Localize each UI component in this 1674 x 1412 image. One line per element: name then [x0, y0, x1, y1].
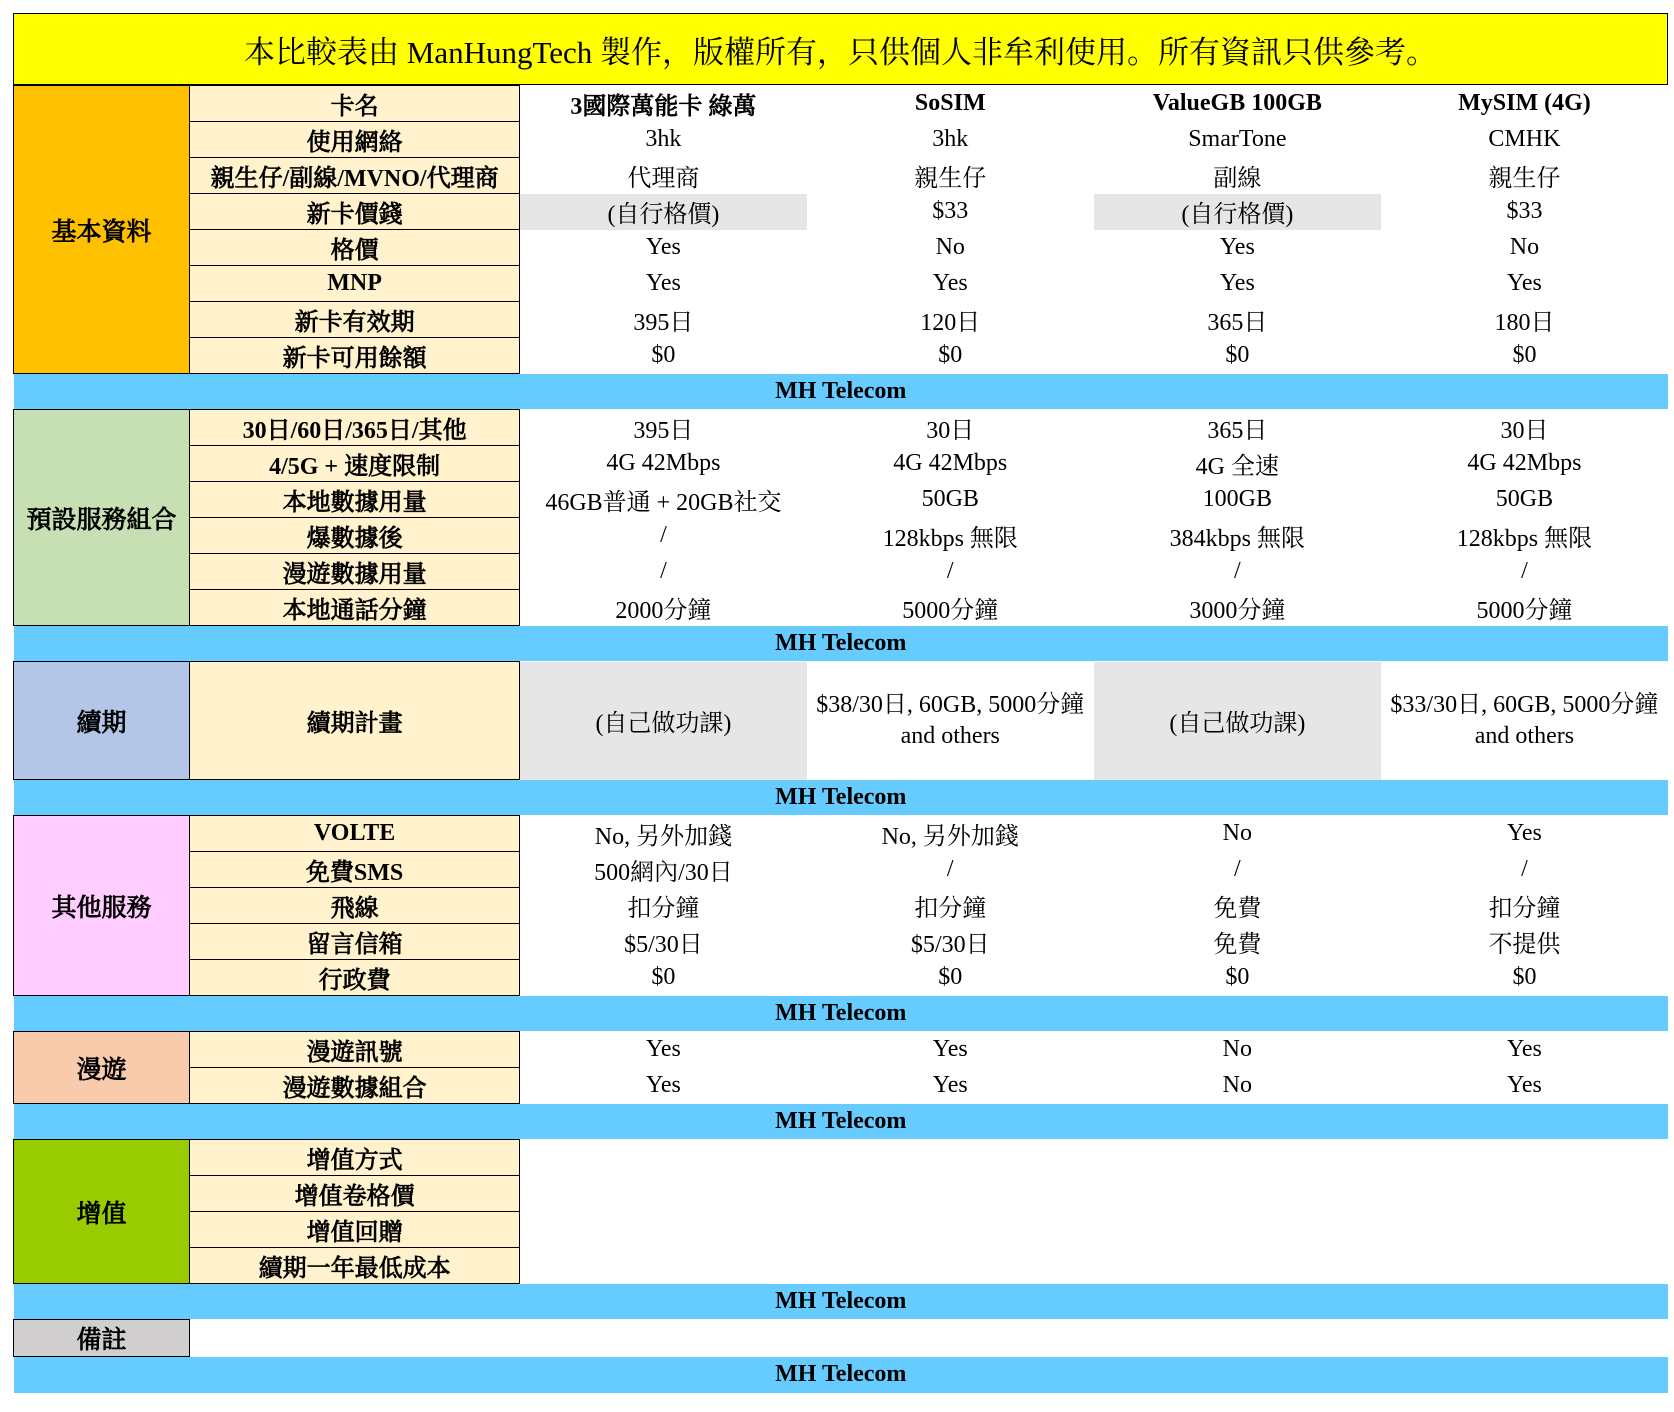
- separator-row: [14, 1284, 1669, 1320]
- value-cell: Yes: [1506, 1072, 1542, 1098]
- value-cell: $5/30日: [624, 932, 703, 958]
- value-cell: 384kbps 無限: [1169, 526, 1305, 552]
- value-cell: 扣分鐘: [914, 896, 987, 922]
- row-mnp: [14, 266, 1669, 302]
- value-cell: Yes: [932, 270, 968, 296]
- separator-label: MH Telecom: [14, 626, 1669, 662]
- row-carrier-type: [14, 158, 1669, 194]
- value-cell: 4G 42Mbps: [1467, 450, 1582, 476]
- value-cell: No: [1222, 1036, 1252, 1062]
- value-cell: $33: [1506, 198, 1543, 224]
- row-label: 漫遊數據組合: [190, 1068, 520, 1104]
- value-cell: [1094, 1248, 1381, 1284]
- row-topup-rebate: [14, 1212, 1669, 1248]
- category-basic: 基本資料: [14, 86, 190, 374]
- row-label: 新卡可用餘額: [190, 338, 520, 374]
- row-label: 飛線: [190, 888, 520, 924]
- value-cell: No, 另外加錢: [881, 824, 1019, 850]
- value-cell: (自己做功課): [520, 662, 807, 780]
- row-label: 新卡有效期: [190, 302, 520, 338]
- row-price-compare: [14, 230, 1669, 266]
- value-cell: 5000分鐘: [1476, 598, 1573, 624]
- value-cell: $0: [651, 342, 676, 368]
- value-cell: 3hk: [932, 126, 969, 152]
- value-cell: $0: [1225, 342, 1250, 368]
- separator-label: MH Telecom: [14, 374, 1669, 410]
- value-cell: [520, 1176, 807, 1212]
- value-cell: /: [1521, 558, 1528, 584]
- value-cell: [807, 1212, 1094, 1248]
- value-cell: Yes: [645, 1072, 681, 1098]
- value-cell: Yes: [1219, 270, 1255, 296]
- value-cell: $5/30日: [910, 932, 990, 958]
- value-cell: 50GB: [921, 486, 979, 512]
- value-cell: 3hk: [645, 126, 682, 152]
- row-topup-method: [14, 1140, 1669, 1176]
- value-cell: /: [660, 558, 667, 584]
- row-after-cap: [14, 518, 1669, 554]
- card-name-cell: SoSIM: [914, 90, 986, 116]
- separator-row: [14, 374, 1669, 410]
- value-cell: 免費: [1213, 932, 1262, 958]
- value-cell: 不提供: [1488, 932, 1561, 958]
- row-label: 漫遊訊號: [190, 1032, 520, 1068]
- sheet-title: 本比較表由 ManHungTech 製作，版權所有，只供個人非牟利使用。所有資訊只供參考。: [13, 13, 1668, 85]
- row-voicemail: [14, 924, 1669, 960]
- row-label: 續期一年最低成本: [190, 1248, 520, 1284]
- row-notes: [14, 1320, 1669, 1357]
- value-cell: [1381, 1212, 1668, 1248]
- value-cell: $33: [932, 198, 969, 224]
- row-label: 格價: [190, 230, 520, 266]
- value-cell: 4G 42Mbps: [893, 450, 1008, 476]
- category-renew: 續期: [14, 662, 190, 780]
- value-cell: 395日: [633, 310, 694, 336]
- separator-label: MH Telecom: [14, 1357, 1669, 1393]
- row-roaming-signal: [14, 1032, 1669, 1068]
- row-validity: [14, 302, 1669, 338]
- value-cell: /: [946, 558, 954, 584]
- row-label: 漫遊數據用量: [190, 554, 520, 590]
- row-balance: [14, 338, 1669, 374]
- value-cell: $0: [938, 342, 963, 368]
- row-label: 親生仔/副線/MVNO/代理商: [190, 158, 520, 194]
- value-cell: Yes: [645, 1036, 681, 1062]
- separator-label: MH Telecom: [14, 780, 1669, 816]
- value-cell: 2000分鐘: [615, 598, 712, 624]
- row-call-forward: [14, 888, 1669, 924]
- row-roaming-pack: [14, 1068, 1669, 1104]
- row-label: 4/5G + 速度限制: [190, 446, 520, 482]
- row-voucher-price: [14, 1176, 1669, 1212]
- category-topup: 增值: [14, 1140, 190, 1284]
- separator-row: [14, 780, 1669, 816]
- value-cell: $38/30日, 60GB, 5000分鐘 and others: [816, 691, 1085, 749]
- value-cell: 代理商: [627, 166, 700, 192]
- value-cell: $33/30日, 60GB, 5000分鐘 and others: [1390, 691, 1659, 749]
- value-cell: /: [1521, 856, 1528, 882]
- value-cell: 4G 全速: [1195, 454, 1279, 480]
- value-cell: 副線: [1213, 166, 1262, 192]
- row-label: 卡名: [190, 86, 520, 122]
- value-cell: 500網內/30日: [594, 860, 733, 886]
- value-cell: [1381, 1140, 1668, 1176]
- value-cell: No: [1222, 820, 1252, 846]
- value-cell: 50GB: [1495, 486, 1554, 512]
- value-cell: 46GB普通 + 20GB社交: [545, 490, 782, 516]
- row-new-card-price: [14, 194, 1669, 230]
- value-cell: /: [1234, 558, 1241, 584]
- separator-label: MH Telecom: [14, 1284, 1669, 1320]
- value-cell: 180日: [1494, 310, 1555, 336]
- separator-row: [14, 1357, 1669, 1393]
- card-name-cell: ValueGB 100GB: [1152, 90, 1322, 116]
- value-cell: /: [1234, 856, 1241, 882]
- value-cell: 128kbps 無限: [882, 526, 1018, 552]
- value-cell: 395日: [633, 418, 694, 444]
- separator-label: MH Telecom: [14, 1104, 1669, 1140]
- row-volte: [14, 816, 1669, 852]
- value-cell: No: [1509, 234, 1540, 260]
- value-cell: No: [1222, 1072, 1252, 1098]
- value-cell: [1094, 1140, 1381, 1176]
- row-label: 增值方式: [190, 1140, 520, 1176]
- row-label: 30日/60日/365日/其他: [190, 410, 520, 446]
- comparison-table: [13, 85, 1668, 1393]
- value-cell: Yes: [932, 1072, 968, 1098]
- value-cell: 扣分鐘: [1488, 896, 1561, 922]
- value-cell: 365日: [1207, 310, 1268, 336]
- value-cell: Yes: [645, 270, 681, 296]
- value-cell: No, 另外加錢: [594, 824, 733, 850]
- row-admin-fee: [14, 960, 1669, 996]
- value-cell: Yes: [1219, 234, 1255, 260]
- value-cell: 30日: [1500, 418, 1549, 444]
- value-cell: 4G 42Mbps: [606, 450, 721, 476]
- row-label: 續期計畫: [190, 662, 520, 780]
- value-cell: No: [935, 234, 965, 260]
- value-cell: 免費: [1213, 896, 1262, 922]
- category-roam: 漫遊: [14, 1032, 190, 1104]
- row-label: 免費SMS: [190, 852, 520, 888]
- value-cell: /: [660, 522, 667, 548]
- card-name-cell: MySIM (4G): [1458, 90, 1591, 116]
- row-label: 增值卷格價: [190, 1176, 520, 1212]
- value-cell: Yes: [1506, 820, 1542, 846]
- row-card-name: [14, 86, 1669, 122]
- row-label: 爆數據後: [190, 518, 520, 554]
- value-cell: $0: [651, 964, 676, 990]
- row-network: [14, 122, 1669, 158]
- row-label: 留言信箱: [190, 924, 520, 960]
- value-cell: (自己做功課): [1094, 662, 1381, 780]
- value-cell: 100GB: [1202, 486, 1272, 512]
- value-cell: 365日: [1207, 418, 1268, 444]
- comparison-sheet: [13, 13, 1668, 1393]
- row-plan-period: [14, 410, 1669, 446]
- value-cell: 3000分鐘: [1189, 598, 1286, 624]
- row-speed: [14, 446, 1669, 482]
- row-label: VOLTE: [190, 816, 520, 852]
- row-label: 使用網絡: [190, 122, 520, 158]
- value-cell: Yes: [1506, 270, 1542, 296]
- value-cell: (自行格價): [520, 194, 807, 230]
- value-cell: [1094, 1176, 1381, 1212]
- value-cell: /: [946, 856, 954, 882]
- value-cell: 120日: [920, 310, 981, 336]
- category-plan: 預設服務組合: [14, 410, 190, 626]
- value-cell: [807, 1176, 1094, 1212]
- separator-row: [14, 996, 1669, 1032]
- value-cell: 親生仔: [1488, 166, 1561, 192]
- row-yearly-cost: [14, 1248, 1669, 1284]
- value-cell: Yes: [932, 1036, 968, 1062]
- value-cell: $0: [938, 964, 963, 990]
- card-name-cell: 3國際萬能卡 綠萬: [570, 94, 757, 120]
- value-cell: $0: [1512, 964, 1537, 990]
- separator-row: [14, 626, 1669, 662]
- separator-row: [14, 1104, 1669, 1140]
- value-cell: SmarTone: [1188, 126, 1287, 152]
- value-cell: [807, 1248, 1094, 1284]
- value-cell: 128kbps 無限: [1456, 526, 1593, 552]
- value-cell: [1094, 1212, 1381, 1248]
- row-label: 新卡價錢: [190, 194, 520, 230]
- row-roaming-data: [14, 554, 1669, 590]
- notes-cell: [190, 1320, 1668, 1357]
- row-label: 增值回贈: [190, 1212, 520, 1248]
- value-cell: [520, 1140, 807, 1176]
- value-cell: 5000分鐘: [902, 598, 999, 624]
- value-cell: (自行格價): [1094, 194, 1381, 230]
- value-cell: $0: [1225, 964, 1250, 990]
- row-local-minutes: [14, 590, 1669, 626]
- value-cell: [1381, 1176, 1668, 1212]
- row-free-sms: [14, 852, 1669, 888]
- row-renewal-plan: [14, 662, 1669, 780]
- category-other: 其他服務: [14, 816, 190, 996]
- value-cell: 扣分鐘: [627, 896, 700, 922]
- value-cell: [520, 1248, 807, 1284]
- row-local-data: [14, 482, 1669, 518]
- value-cell: CMHK: [1488, 126, 1561, 152]
- row-label: 行政費: [190, 960, 520, 996]
- value-cell: 30日: [926, 418, 975, 444]
- value-cell: $0: [1512, 342, 1537, 368]
- row-label: 本地數據用量: [190, 482, 520, 518]
- separator-label: MH Telecom: [14, 996, 1669, 1032]
- value-cell: [807, 1140, 1094, 1176]
- row-label: MNP: [190, 266, 520, 302]
- value-cell: Yes: [645, 234, 681, 260]
- value-cell: [520, 1212, 807, 1248]
- row-label: 本地通話分鐘: [190, 590, 520, 626]
- value-cell: [1381, 1248, 1668, 1284]
- category-note: 備註: [14, 1320, 190, 1357]
- value-cell: 親生仔: [914, 166, 987, 192]
- value-cell: Yes: [1506, 1036, 1542, 1062]
